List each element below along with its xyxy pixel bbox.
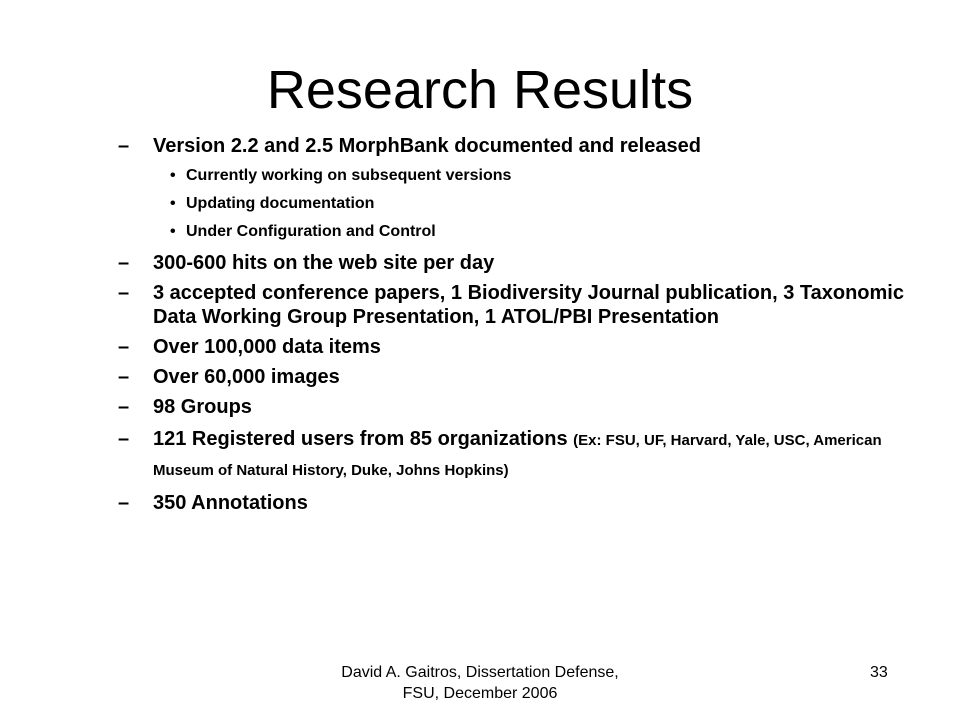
bullet-marker: •	[170, 195, 176, 212]
dash-marker: –	[118, 252, 130, 274]
item-text: Updating documentation	[186, 195, 375, 212]
list-item	[118, 134, 918, 158]
item-text: 350 Annotations	[153, 492, 308, 514]
sub-list-item	[118, 222, 918, 242]
item-text: 300-600 hits on the web site per day	[153, 252, 495, 274]
sub-list-item	[118, 166, 918, 186]
dash-marker: –	[118, 428, 130, 450]
list-item	[118, 281, 918, 329]
dash-marker: –	[118, 396, 130, 418]
list-item	[118, 365, 918, 389]
page-number: 33	[870, 664, 888, 681]
item-text: Version 2.2 and 2.5 MorphBank documented and released	[153, 135, 701, 157]
list-item	[118, 491, 918, 515]
item-note: (Ex: FSU, UF, Harvard, Yale, USC, American Museum of Natural History, Duke, Johns Hopkins)	[153, 432, 882, 479]
item-text: 3 accepted conference papers, 1 Biodiversity Journal publication, 3 Taxonomic Data Working Group Presentation, 1 ATOL/PBI Presentation	[153, 282, 904, 328]
dash-marker: –	[118, 135, 130, 157]
dash-marker: –	[118, 366, 130, 388]
list-item	[118, 335, 918, 359]
dash-marker: –	[118, 336, 130, 358]
item-text: 121 Registered users from 85 organizations	[153, 428, 574, 450]
bullet-list	[118, 134, 918, 515]
item-text: Under Configuration and Control	[186, 223, 436, 240]
slide-title: Research Results	[266, 60, 694, 120]
list-item	[118, 395, 918, 419]
slide-footer: David A. Gaitros, Dissertation Defense, FSU, December 2006	[341, 664, 619, 702]
bullet-marker: •	[170, 223, 176, 240]
dash-marker: –	[118, 492, 130, 514]
bullet-marker: •	[170, 167, 176, 184]
item-text: 98 Groups	[153, 396, 252, 418]
item-text: Over 100,000 data items	[153, 336, 381, 358]
item-text: Over 60,000 images	[153, 366, 340, 388]
item-text: Currently working on subsequent versions	[186, 167, 512, 184]
dash-marker: –	[118, 282, 130, 304]
list-item	[118, 425, 918, 485]
list-item	[118, 251, 918, 275]
sub-list-item	[118, 194, 918, 214]
